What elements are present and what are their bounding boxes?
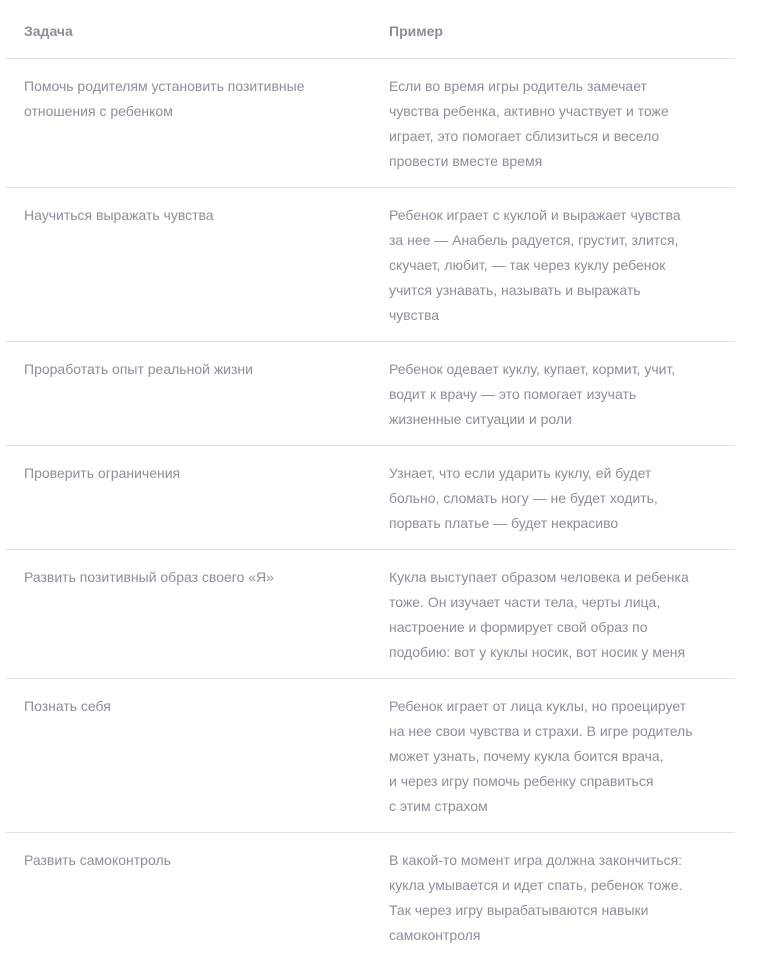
task-example-table (5, 0, 735, 961)
task-cell: Развить позитивный образ своего «Я» (24, 569, 274, 585)
table-row (5, 342, 735, 446)
table-header (5, 0, 735, 59)
example-cell: Ребенок играет от лица куклы, но проецирует на нее свои чувства и страхи. В игре родитель может узнать, почему кукла боится врача, и через игру помочь ребенку справиться с этим страхом (389, 698, 693, 814)
header-example: Пример (389, 23, 443, 39)
example-cell: Ребенок одевает куклу, купает, кормит, учит, водит к врачу — это помогает изучать жизненные ситуации и роли (389, 361, 676, 427)
header-task: Задача (24, 23, 73, 39)
example-cell: Кукла выступает образом человека и ребенка тоже. Он изучает части тела, черты лица, настроение и формирует свой образ по подобию: вот у куклы носик, вот носик у меня (389, 569, 689, 660)
task-cell: Проверить ограничения (24, 465, 181, 481)
table-row (5, 446, 735, 550)
table-row (5, 188, 735, 342)
task-cell: Проработать опыт реальной жизни (24, 361, 253, 377)
example-cell: Ребенок играет с куклой и выражает чувства за нее — Анабель радуется, грустит, злится, скучает, любит, — так через куклу ребенок учится узнавать, называть и выражать чувства (389, 207, 681, 323)
example-cell: Узнает, что если ударить куклу, ей будет больно, сломать ногу — не будет ходить, порвать платье — будет некрасиво (389, 465, 658, 531)
example-cell: В какой-то момент игра должна закончиться: кукла умывается и идет спать, ребенок тоже. Так через игру вырабатываются навыки самоконтроля (389, 852, 683, 943)
table-row (5, 550, 735, 679)
table-row (5, 833, 735, 961)
task-cell: Познать себя (24, 698, 111, 714)
table-row (5, 59, 735, 188)
task-cell: Помочь родителям установить позитивные отношения с ребенком (24, 78, 305, 119)
table-row (5, 679, 735, 833)
task-cell: Научиться выражать чувства (24, 207, 214, 223)
task-cell: Развить самоконтроль (24, 852, 171, 868)
example-cell: Если во время игры родитель замечает чувства ребенка, активно участвует и тоже играет, это помогает сблизиться и весело провести вместе время (389, 78, 669, 169)
